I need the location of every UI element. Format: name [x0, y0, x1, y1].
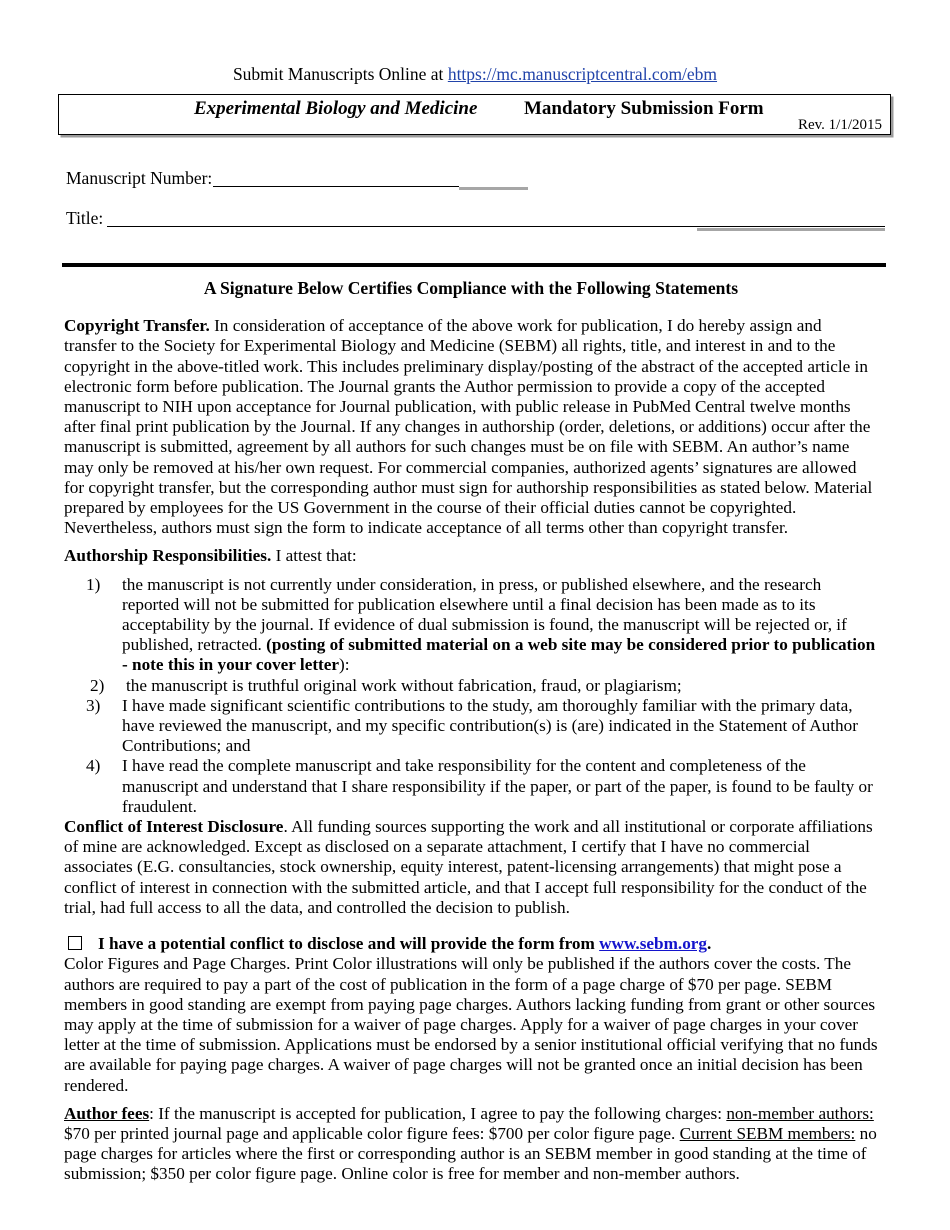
revision-date: Rev. 1/1/2015	[797, 117, 882, 133]
conflict-disclosure-checkbox-row[interactable]	[64, 934, 878, 954]
copyright-transfer-body: In consideration of acceptance of the above work for publication, I do hereby assign and transfer to the Society for Experimental Biology and Medicine (SEBM) all rights, title, and interest in and to the copyright in the above-titled work. This includes preliminary display/posting of the abstract of the accepted article in electronic form before publication. The Journal grants the Author permission to provide a copy of the accepted manuscript to NIH upon acceptance for Journal publication, with public release in PubMed Central twelve months after final print publication by the Journal. If any changes in authorship (order, deletions, or additions) occur after the manuscript is submitted, agreement by all authors for such changes must be on file with SEBM. An author’s name may only be removed at his/her own request. For commercial companies, authorized agents’ signatures are allowed for copyright transfer, but the corresponding author must sign for authorship responsibilities as stated below. Material prepared by employees for the US Government in the course of their official duties cannot be copyrighted. Nevertheless, authors must sign the form to indicate acceptance of all terms other than copyright transfer.	[64, 316, 873, 538]
list-item-number: 4)	[86, 756, 101, 776]
list-item-text: I have made significant scientific contributions to the study, am thoroughly familiar with the primary data, have reviewed the manuscript, and my specific contribution(s) is (are) indicated in the Statement of Author Contributions; and	[122, 695, 858, 756]
list-item-text: the manuscript is truthful original work without fabrication, fraud, or plagiarism;	[126, 675, 682, 695]
list-item	[64, 676, 878, 696]
conflict-checkbox-label-tail: .	[707, 934, 712, 954]
list-item-text: I have read the complete manuscript and take responsibility for the content and completeness of the manuscript and understand that I share responsibility if the paper, or part of the paper, is found to be faulty or fraudulent.	[122, 756, 873, 816]
submit-online-line	[0, 64, 950, 85]
authorship-responsibilities-intro	[64, 546, 878, 566]
list-item-number: 2)	[90, 675, 105, 695]
conflict-of-interest-heading: Conflict of Interest Disclosure	[64, 817, 284, 837]
list-item	[64, 575, 878, 676]
authorship-items-list	[64, 575, 878, 817]
author-fees-paragraph	[64, 1104, 878, 1185]
copyright-transfer-heading: Copyright Transfer.	[64, 316, 210, 336]
authorship-responsibilities-lead: I attest that:	[271, 546, 357, 566]
conflict-of-interest-paragraph	[64, 817, 878, 918]
conflict-checkbox-label: I have a potential conflict to disclose and will provide the form from	[98, 934, 600, 954]
author-fees-segment-1: : If the manuscript is accepted for publication, I agree to pay the following charges:	[149, 1103, 727, 1123]
title-input-line[interactable]	[107, 226, 885, 227]
authorship-responsibilities-heading: Authorship Responsibilities.	[64, 546, 272, 566]
section-divider	[62, 263, 886, 267]
manuscript-number-label: Manuscript Number:	[66, 168, 213, 188]
certification-heading: A Signature Below Certifies Compliance with the Following Statements	[203, 278, 739, 298]
list-item-bold-note: (posting of submitted material on a web site may be considered prior to publication - note this in your cover letter	[122, 635, 876, 675]
submit-online-prefix: Submit Manuscripts Online at	[232, 64, 448, 84]
list-item	[64, 696, 878, 757]
author-fees-segment-3: no page charges for articles where the first or corresponding author is an SEBM member in good standing at the time of submission; $350 per color figure page. Online color is free for member and non-member authors.	[64, 1123, 877, 1184]
author-fees-segment-2: $70 per printed journal page and applicable color figure fees: $700 per color figure page.	[64, 1123, 680, 1143]
sebm-website-link[interactable]: www.sebm.org	[599, 934, 708, 954]
list-item-text-tail: ):	[339, 655, 350, 675]
manuscript-central-link[interactable]: https://mc.manuscriptcentral.com/ebm	[447, 64, 718, 84]
list-item-text: the manuscript is not currently under consideration, in press, or published elsewhere, and the research reported will not be submitted for publication elsewhere until a final decision has been made as to its acceptability by the journal. If evidence of dual submission is found, the manuscript will be rejected or, if published, retracted.	[122, 574, 847, 655]
color-figures-paragraph: Color Figures and Page Charges. Print Color illustrations will only be published if the authors cover the costs. The authors are required to pay a part of the cost of publication in the form of a page charge of $70 per page. SEBM members in good standing are exempt from paying page charges. Authors lacking funding from grant or other sources may apply at the time of submission for a waiver of page charges. Apply for a waiver of page charges in your cover letter at the time of submission. Applications must be endorsed by a senior institutional official verifying that no funds are available for paying page charges. A waiver of page charges will not be granted once an initial decision has been rendered.	[64, 954, 878, 1095]
manuscript-number-line-shadow	[459, 187, 528, 190]
checkbox-icon[interactable]	[68, 936, 82, 950]
document-body	[64, 278, 878, 1193]
author-fees-nonmember-label: non-member authors:	[726, 1103, 874, 1123]
copyright-transfer-paragraph	[64, 316, 878, 538]
author-fees-heading: Author fees	[64, 1103, 150, 1123]
form-title: Mandatory Submission Form	[524, 98, 764, 119]
journal-title: Experimental Biology and Medicine	[194, 98, 478, 119]
title-line-shadow	[697, 228, 885, 231]
conflict-of-interest-body: . All funding sources supporting the work and all institutional or corporate affiliations of mine are acknowledged. Except as disclosed on a separate attachment, I certify that I have no commercial associates (E.G. consultancies, stock ownership, equity interest, patent-licensing arrangements) that might pose a conflict of interest in connection with the submitted article, and that I accept full responsibility for the conduct of the trial, had full access to all the data, and controlled the decision to publish.	[64, 817, 873, 917]
list-item-number: 1)	[86, 574, 101, 594]
list-item-number: 3)	[86, 695, 101, 715]
list-item	[64, 756, 878, 817]
form-header-box	[58, 94, 891, 135]
manuscript-number-input-line[interactable]	[213, 186, 459, 187]
author-fees-member-label: Current SEBM members:	[679, 1123, 856, 1143]
title-label: Title:	[66, 208, 104, 228]
